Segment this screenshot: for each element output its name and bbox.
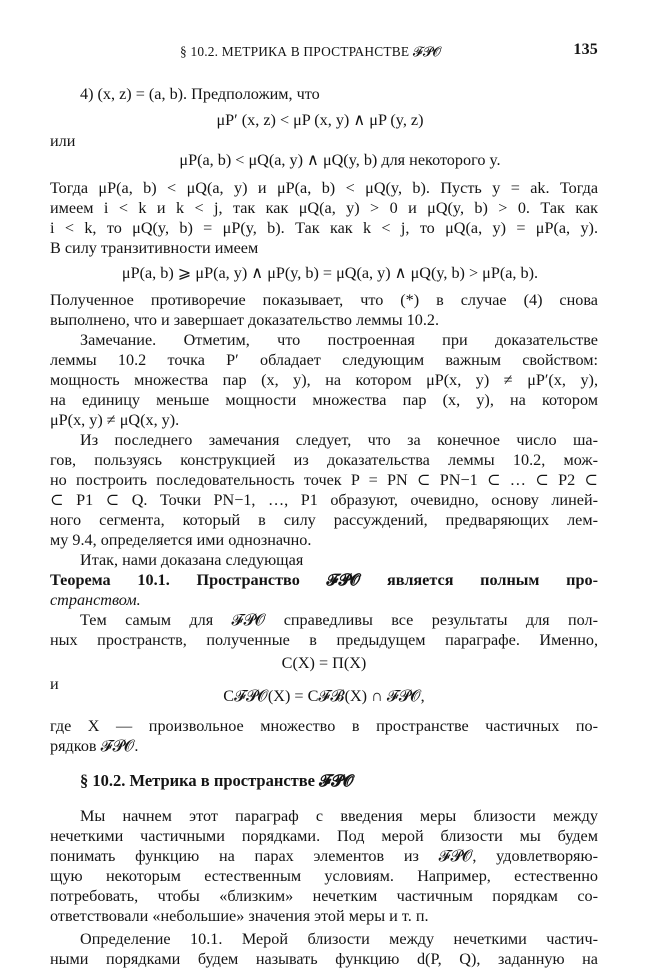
text-line: имеем i < k и k < j, так как μQ(a, y) > 0 и μQ(y, b) > 0. Так как bbox=[50, 199, 598, 217]
text-line: но построить последовательность точек P = PN ⊂ PN−1 ⊂ … ⊂ P2 ⊂ bbox=[50, 471, 598, 489]
text-line: ных пространств, полученные в предыдущем параграфе. Именно, bbox=[50, 631, 598, 649]
formula-5: C𝓕𝓟𝓞(X) = C𝓕𝓑(X) ∩ 𝓕𝓟𝓞, bbox=[223, 687, 425, 705]
text-line: ⊂ P1 ⊂ Q. Точки PN−1, …, P1 образуют, очевидно, основу линей- bbox=[50, 491, 598, 509]
text-line: где X — произвольное множество в пространстве частичных по- bbox=[50, 717, 598, 735]
case-4-line: 4) (x, z) = (a, b). Предположим, что bbox=[80, 85, 320, 103]
text-line: ответствовали «небольшие» значения этой меры и т. п. bbox=[50, 907, 429, 925]
formula-2: μP(a, b) < μQ(a, y) ∧ μQ(y, b) для некоторого y. bbox=[179, 151, 501, 169]
text-line: В силу транзитивности имеем bbox=[50, 239, 259, 257]
section-heading: § 10.2. Метрика в пространстве 𝓕𝓟𝓞 bbox=[80, 771, 354, 790]
text-line: му 9.4, определяется ими однозначно. bbox=[50, 531, 312, 549]
text-line: Мы начнем этот параграф с введения меры близости между bbox=[80, 807, 598, 825]
text-line: Из последнего замечания следует, что за конечное число ша- bbox=[80, 431, 598, 449]
page-number: 135 bbox=[573, 41, 598, 58]
text-line: выполнено, что и завершает доказательство леммы 10.2. bbox=[50, 311, 440, 329]
text-line: i < k, то μQ(y, b) = μP(y, b). Так как k < j, то μQ(a, y) = μP(a, y). bbox=[50, 219, 598, 237]
running-header bbox=[0, 40, 650, 64]
text-line: Итак, нами доказана следующая bbox=[80, 551, 304, 569]
text-line: Тогда μP(a, b) < μQ(a, y) и μP(a, b) < μQ(y, b). Пусть y = ak. Тогда bbox=[50, 179, 598, 197]
formula-1: μP′ (x, z) < μP (x, y) ∧ μP (y, z) bbox=[216, 111, 424, 129]
definition-line: Определение 10.1. Мерой близости между нечеткими частич- bbox=[80, 930, 598, 948]
formula-4: C(X) = Π(X) bbox=[281, 654, 367, 672]
text-line: рядков 𝓕𝓟𝓞. bbox=[50, 737, 139, 755]
word-and: и bbox=[50, 675, 59, 693]
text-line: на единицу меньше мощности множества пар (x, y), на котором bbox=[50, 391, 598, 409]
word-or: или bbox=[50, 132, 76, 150]
text-line: понимать функцию на парах элементов из 𝓕𝓟𝓞, удовлетворяю- bbox=[50, 847, 598, 865]
text-line: Тем самым для 𝓕𝓟𝓞 справедливы все результаты для пол- bbox=[80, 611, 598, 629]
theorem-line: Теорема 10.1. Пространство 𝓕𝓟𝓞 является полным про- bbox=[50, 571, 598, 589]
text-line: леммы 10.2 точка P′ обладает следующим важным свойством: bbox=[50, 351, 598, 369]
text-line: мощность множества пар (x, y), на котором μP(x, y) ≠ μP′(x, y), bbox=[50, 371, 598, 389]
text-line: нечеткими частичными порядками. Под мерой близости мы будем bbox=[50, 827, 598, 845]
running-title: § 10.2. МЕТРИКА В ПРОСТРАНСТВЕ 𝓕𝓟𝓞 bbox=[180, 44, 442, 59]
text-line: μP(x, y) ≠ μQ(x, y). bbox=[50, 411, 180, 429]
text-line: гов, пользуясь конструкцией из доказательства леммы 10.2, мож- bbox=[50, 451, 598, 469]
text-line: ными порядками будем называть функцию d(P, Q), заданную на bbox=[50, 950, 598, 968]
theorem-line: странством. bbox=[50, 591, 141, 609]
text-line: Полученное противоречие показывает, что (*) в случае (4) снова bbox=[50, 291, 598, 309]
text-line: ного сегмента, который в силу рассуждений, предваряющих лем- bbox=[50, 511, 598, 529]
formula-3: μP(a, b) ⩾ μP(a, y) ∧ μP(y, b) = μQ(a, y) ∧ μQ(y, b) > μP(a, b). bbox=[121, 264, 539, 282]
text-line: потребовать, чтобы «близким» нечетким частичным порядкам со- bbox=[50, 887, 598, 905]
text-line: щую некоторым естественным условиям. Например, естественно bbox=[50, 867, 598, 885]
remark-line: Замечание. Отметим, что построенная при доказательстве bbox=[80, 331, 598, 349]
